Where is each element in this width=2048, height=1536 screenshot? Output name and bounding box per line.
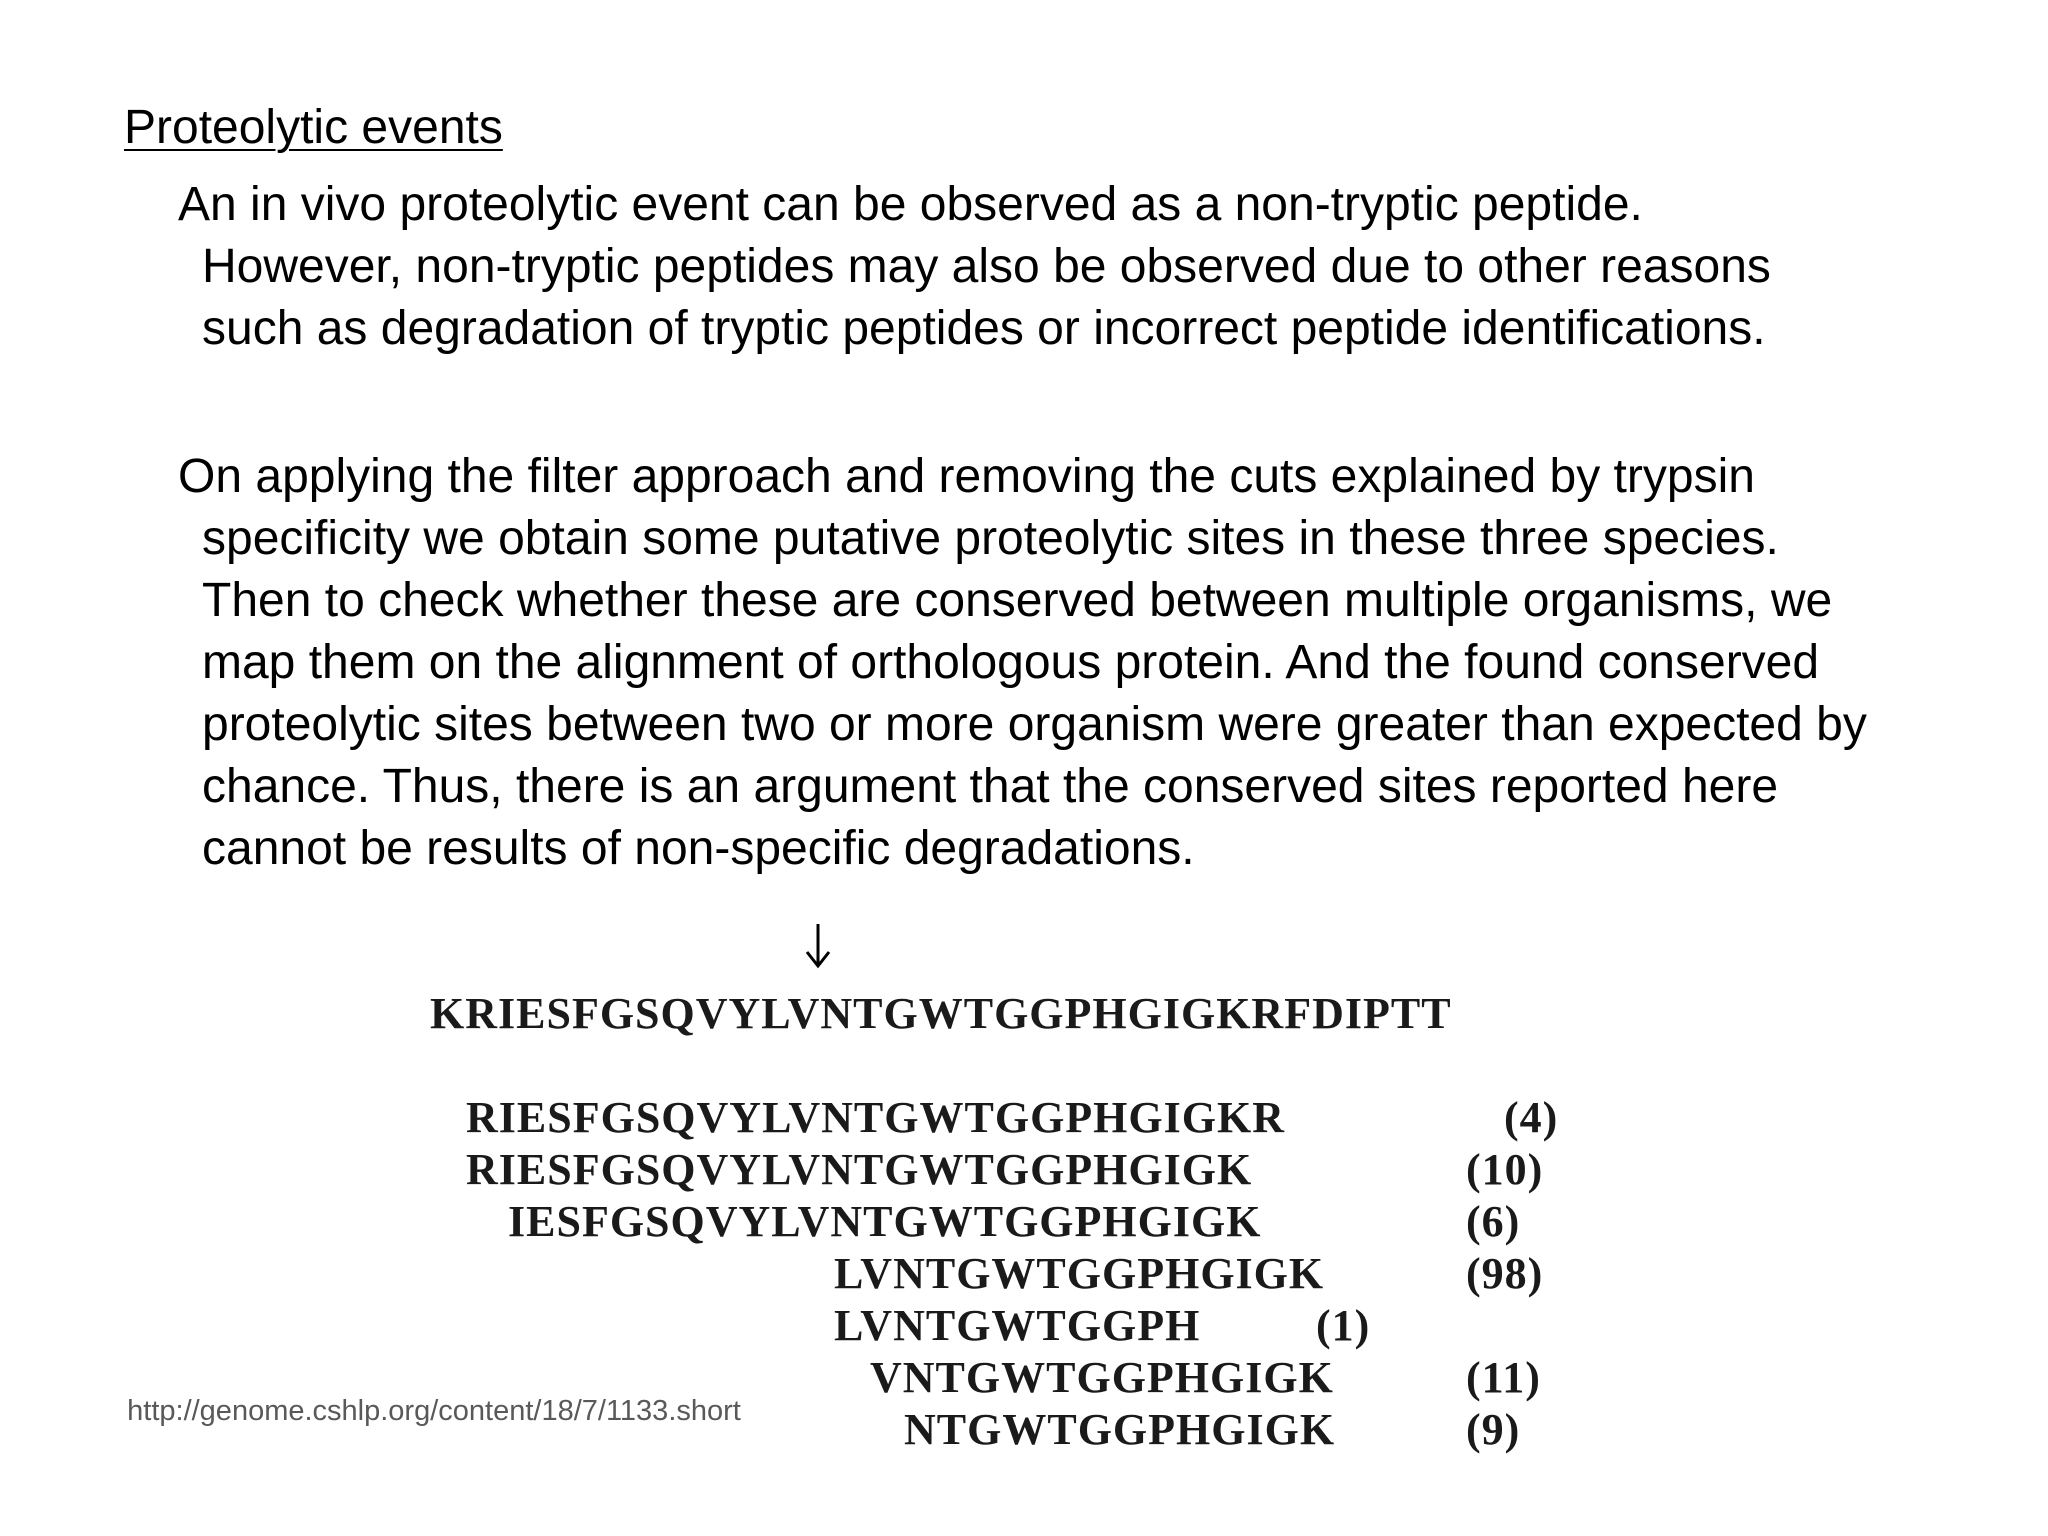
paragraph-line: proteolytic sites between two or more organism were greater than expected by — [202, 698, 1867, 751]
full-protein-sequence: KRIESFGSQVYLVNTGWTGGPHGIGKRFDIPTT — [430, 989, 1452, 1038]
down-arrow-icon — [803, 920, 833, 972]
peptide-alignment-figure — [420, 920, 1670, 1460]
peptide-count: (1) — [1316, 1301, 1371, 1350]
paragraph-line: specificity we obtain some putative proteolytic sites in these three species. — [202, 512, 1779, 565]
paragraph-line: such as degradation of tryptic peptides or incorrect peptide identifications. — [202, 302, 1766, 355]
peptide-sequence: NTGWTGGPHGIGK — [904, 1405, 1336, 1454]
peptide-sequence: RIESFGSQVYLVNTGWTGGPHGIGKR — [466, 1093, 1285, 1142]
paragraph-line: chance. Thus, there is an argument that the conserved sites reported here — [202, 760, 1779, 813]
peptide-count: (10) — [1466, 1145, 1544, 1194]
paragraph-proteolytic-intro — [178, 174, 1771, 360]
paragraph-line: map them on the alignment of orthologous protein. And the found conserved — [202, 636, 1820, 689]
peptide-sequence: RIESFGSQVYLVNTGWTGGPHGIGK — [466, 1145, 1253, 1194]
citation-link[interactable]: http://genome.cshlp.org/content/18/7/1133.short — [127, 1395, 741, 1427]
slide-heading: Proteolytic events — [124, 101, 503, 154]
peptide-count: (4) — [1504, 1093, 1559, 1142]
peptide-sequence: VNTGWTGGPHGIGK — [870, 1353, 1334, 1402]
peptide-sequence: LVNTGWTGGPHGIGK — [834, 1249, 1325, 1298]
paragraph-filter-approach — [178, 446, 1867, 880]
paragraph-line: Then to check whether these are conserved between multiple organisms, we — [202, 574, 1833, 627]
peptide-count: (6) — [1466, 1197, 1521, 1246]
peptide-sequence: IESFGSQVYLVNTGWTGGPHGIGK — [508, 1197, 1262, 1246]
paragraph-line: cannot be results of non-specific degradations. — [202, 822, 1195, 875]
peptide-count: (11) — [1466, 1353, 1541, 1402]
peptide-sequence: LVNTGWTGGPH — [834, 1301, 1201, 1350]
peptide-count: (98) — [1466, 1249, 1544, 1298]
paragraph-line: On applying the filter approach and removing the cuts explained by trypsin — [178, 450, 1755, 503]
paragraph-line: An in vivo proteolytic event can be observed as a non-tryptic peptide. — [178, 178, 1643, 231]
peptide-count: (9) — [1466, 1405, 1521, 1454]
paragraph-line: However, non-tryptic peptides may also be observed due to other reasons — [202, 240, 1771, 293]
